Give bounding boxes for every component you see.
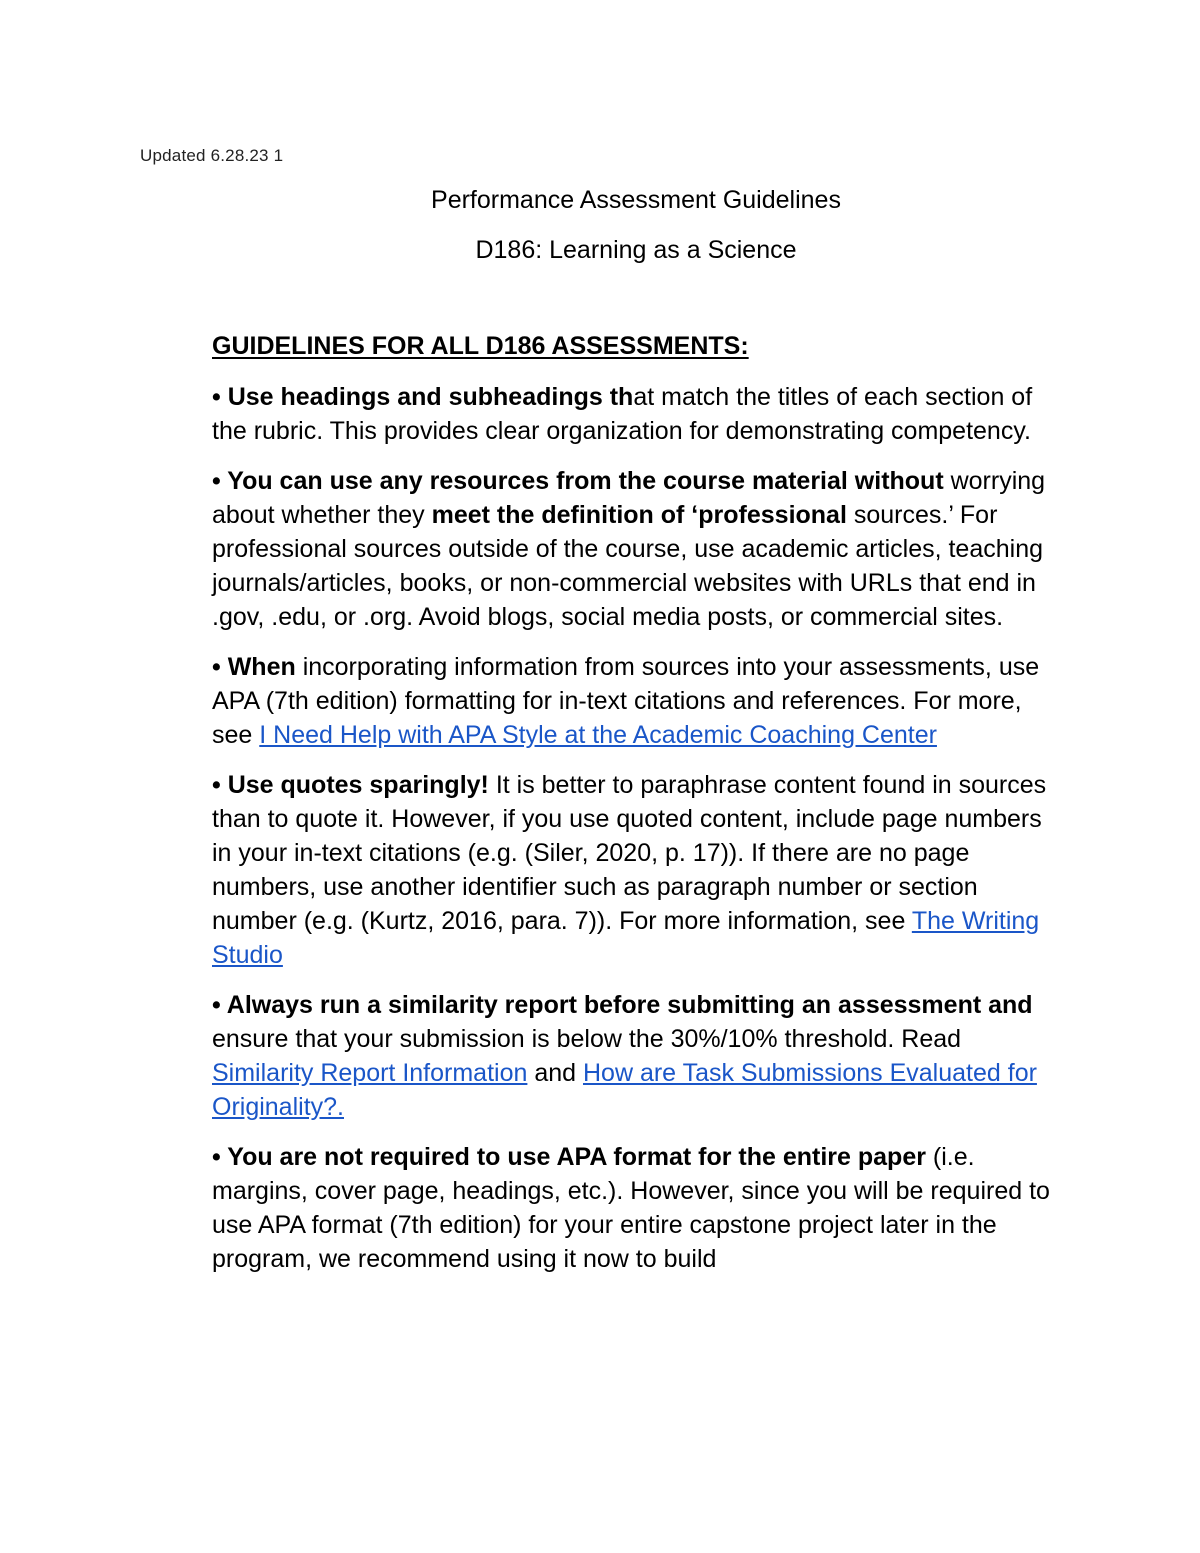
list-item bbox=[212, 380, 1067, 448]
writing-studio-link[interactable]: The Writing Studio bbox=[212, 907, 1040, 969]
similarity-report-link[interactable]: Similarity Report Information bbox=[212, 1059, 528, 1087]
originality-evaluation-link[interactable]: How are Task Submissions Evaluated for Originality?. bbox=[212, 1059, 1037, 1121]
bullet-text: incorporating information from sources into your assessments, use APA (7th edition) formatting for in-text citations and references. For more, see bbox=[212, 653, 1040, 749]
bullet-emphasis: • You are not required to use APA format for the entire paper bbox=[212, 1143, 926, 1171]
bullet-text: and bbox=[527, 1059, 583, 1087]
bullet-text: sources.’ For professional sources outside of the course, use academic articles, teaching journals/articles, books, or non-commercial websites with URLs that end in .gov, .edu, or .org. Avoid blogs, social media posts, or commercial sites. bbox=[212, 501, 1044, 631]
list-item bbox=[212, 768, 1067, 972]
list-item bbox=[212, 650, 1067, 752]
bullet-emphasis: • Use quotes sparingly! bbox=[212, 771, 489, 799]
bullet-text: ensure that your submission is below the 30%/10% threshold. Read bbox=[212, 1025, 962, 1053]
bullet-text: worrying about whether they bbox=[212, 467, 1046, 529]
bullet-text: It is better to paraphrase content found in sources than to quote it. However, if you use quoted content, include page numbers in your in-text citations (e.g. (Siler, 2020, p. 17)). If there are no page numbers, use another identifier such as paragraph number or section number (e.g. (Kurtz, 2016, para. 7)). For more information, see bbox=[212, 771, 1047, 935]
bullet-text: at match the titles of each section of the rubric. This provides clear organization for demonstrating competency. bbox=[212, 383, 1033, 445]
list-item bbox=[212, 988, 1067, 1124]
course-title: D186: Learning as a Science bbox=[475, 236, 797, 264]
document-title: Performance Assessment Guidelines bbox=[431, 186, 841, 214]
bullet-emphasis: • You can use any resources from the course material without bbox=[212, 467, 944, 495]
page-header: Updated 6.28.23 1 bbox=[140, 146, 284, 165]
list-item bbox=[212, 464, 1067, 634]
bullet-emphasis: meet the definition of ‘professional bbox=[431, 501, 847, 529]
bullet-text: (i.e. margins, cover page, headings, etc.). However, since you will be required to use APA format (7th edition) for your entire capstone project later in the program, we recommend using it now to build bbox=[212, 1143, 1050, 1273]
section-heading: GUIDELINES FOR ALL D186 ASSESSMENTS: bbox=[212, 332, 749, 360]
bullet-emphasis: • When bbox=[212, 653, 296, 681]
guidelines-list bbox=[212, 380, 1067, 1292]
list-item bbox=[212, 1140, 1067, 1276]
bullet-emphasis: • Use headings and subheadings th bbox=[212, 383, 634, 411]
apa-help-link[interactable]: I Need Help with APA Style at the Academic Coaching Center bbox=[259, 721, 937, 749]
bullet-emphasis: • Always run a similarity report before submitting an assessment and bbox=[212, 991, 1033, 1019]
